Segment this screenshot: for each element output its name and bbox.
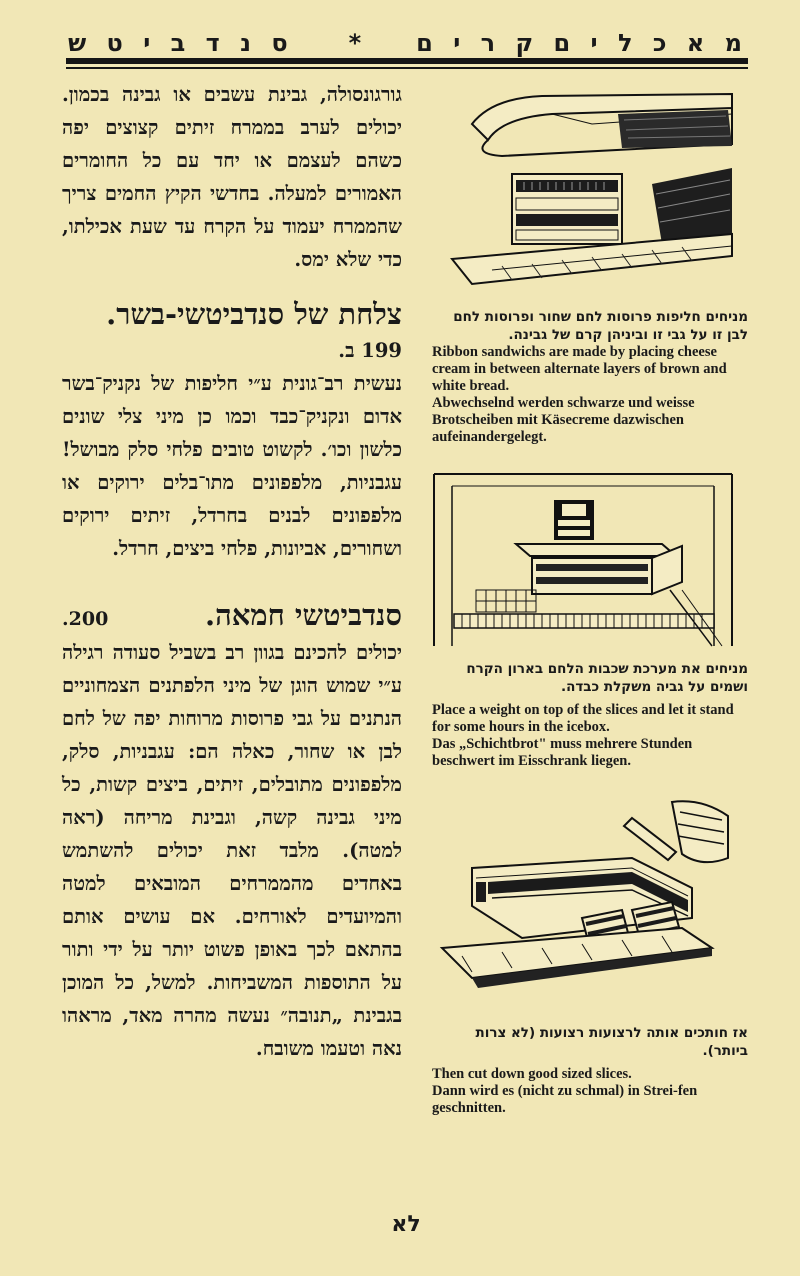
figure-ribbon-sandwich <box>432 84 748 446</box>
section-199-number: 199 ב. <box>338 339 402 362</box>
figure-2-caption-english: Place a weight on top of the slices and let it stand for some hours in the icebox. <box>432 702 734 735</box>
section-200-number: 200. <box>62 608 109 630</box>
figure-3-caption-english: Then cut down good sized slices. <box>432 1066 632 1082</box>
section-200-title: סנדביטשי חמאה. <box>205 598 402 632</box>
header-rule-thick <box>66 58 748 64</box>
figure-1-caption-german: Abwechselnd werden schwarze und weisse Brotscheiben mit Käsecreme dazwischen aufeinandergelegt. <box>432 395 695 445</box>
figure-2-caption-hebrew: מניחים את מערכת שכבות הלחם בארון הקרח ושמים על גביה משקלת כבדה. <box>466 661 748 695</box>
header-title-right: מ א כ ל י ם ק ר י ם <box>416 29 748 57</box>
header-separator: * <box>348 29 362 57</box>
running-header <box>68 26 748 60</box>
section-199-text: נעשית רב־גונית ע״י חליפות של נקניק־בשר אדום ונקניק־כבד וכמו כן מיני צלי שונים כלשון וכו׳. לקשוט טובים פלחי סלק מבושל! עגבניות, מלפפונים מתו־בלים ירוקים או מלפפונים לבנים בחרדל, זיתים ירוקים ושחורים, אביונות, פלחי ביצים, חרדל. <box>62 372 402 560</box>
text-column <box>62 78 402 1065</box>
section-199-title: צלחת של סנדביטשי-בשר. <box>106 297 402 331</box>
figure-2-caption-german: Das „Schichtbrot" muss mehrere Stunden beschwert im Eisschrank liegen. <box>432 736 693 769</box>
intro-paragraph: גורגונסולה, גבינת עשבים או גבינה בכמון. יכולים לערב בממרח זיתים קצוצים יפה כשהם לעצמם או יחד עם כל החומרים האמורים למעלה. בחדשי הקיץ החמים צריך שהממרח יעמוד על הקרח עד שעת אכילתו, כדי שלא ימס. <box>62 83 402 271</box>
figure-weighted-stack <box>432 470 748 770</box>
figure-cut-slices <box>432 798 748 1117</box>
bread-slices-illustration <box>432 84 748 304</box>
figure-1-caption-english: Ribbon sandwichs are made by placing cheese cream in between alternate layers of brown and white bread. <box>432 344 727 394</box>
page-number: לא <box>391 1212 421 1237</box>
section-200-text: יכולים להכינם בגוון רב בשביל סעודה רגילה ע״י שמוש הוגן של מיני הלפתנים הצמחוניים הנתנים על גבי פרוסות מרוחות יפה של לחם לבן או שחור, כאלה הם: עגבניות, סלק, מלפפונים מתובלים, זיתים, ביצים קשות, כל מיני גבינה קשה, וגבינת מריחה (ראה למטה). מלבד זאת יכולים להשתמש באחדים מהממרחים המובאים למטה והמיועדים לאורחים. אם עושים אותם בהתאם לכך באופן פשוט יותר על ידי ותור על התוספות המשביחות. למשל, כל המוכן בגבינת „תנובה״ נעשה מהרה מאד, מראהו נאה וטעמו משובח. <box>62 641 402 1060</box>
figure-3-caption-hebrew: אז חותכים אותה לרצועות רצועות (לא צרות ביותר). <box>475 1025 748 1059</box>
header-title-left: ס נ ד ב י ט ש <box>68 29 294 57</box>
header-rule-thin <box>66 67 748 69</box>
section-200-heading <box>62 595 402 636</box>
icebox-weight-illustration <box>432 470 748 650</box>
cutting-slices-illustration <box>432 798 748 996</box>
figure-3-caption-german: Dann wird es (nicht zu schmal) in Strei-fen geschnitten. <box>432 1083 698 1116</box>
figure-1-caption-hebrew: מניחים חליפות פרוסות לחם שחור ופרוסות לחם לבן זו על גבי זו וביניהן קרם של גבינה. <box>453 309 748 343</box>
